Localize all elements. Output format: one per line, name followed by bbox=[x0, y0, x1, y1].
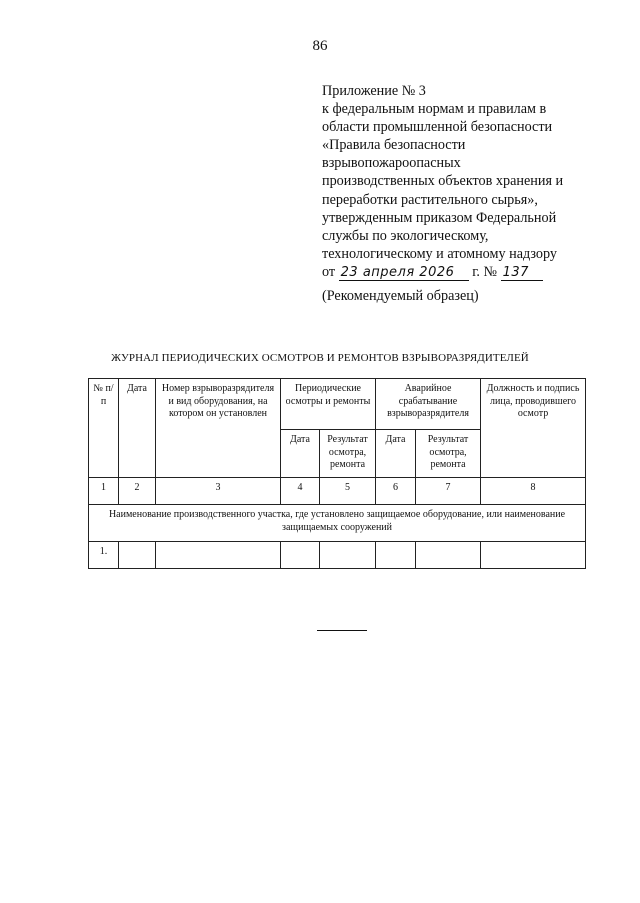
appendix-line: к федеральным нормам и правилам в bbox=[322, 101, 547, 118]
journal-title: ЖУРНАЛ ПЕРИОДИЧЕСКИХ ОСМОТРОВ И РЕМОНТОВ ВЗРЫВОРАЗРЯДИТЕЛЕЙ bbox=[111, 352, 529, 364]
order-number-label: г. № bbox=[472, 263, 498, 280]
handwritten-order-number: 137 bbox=[501, 266, 543, 281]
header-emergency-result: Результат осмотра, ремонта bbox=[416, 430, 481, 478]
appendix-line: производственных объектов хранения и bbox=[322, 173, 564, 190]
header-position: Должность и подпись лица, проводившего осмотр bbox=[481, 379, 586, 478]
table-cell bbox=[481, 542, 586, 569]
header-periodic-date: Дата bbox=[281, 430, 320, 478]
column-number: 7 bbox=[416, 478, 481, 505]
column-number: 5 bbox=[320, 478, 376, 505]
appendix-line: взрывопожароопасных bbox=[322, 155, 461, 172]
appendix-line: области промышленной безопасности bbox=[322, 119, 553, 136]
handwritten-order-date: 23 апреля 2026 bbox=[339, 266, 469, 281]
column-number: 2 bbox=[119, 478, 156, 505]
table-cell bbox=[416, 542, 481, 569]
table-cell bbox=[376, 542, 416, 569]
appendix-line: технологическому и атомному надзору bbox=[322, 245, 557, 262]
appendix-line: «Правила безопасности bbox=[322, 137, 466, 154]
appendix-line: Приложение № 3 bbox=[322, 83, 426, 99]
header-periodic: Периодические осмотры и ремонты bbox=[281, 379, 376, 430]
appendix-header bbox=[322, 82, 632, 281]
section-label: Наименование производственного участка, где установлено защищаемое оборудование, или наименование защищаемых сооружений bbox=[89, 505, 586, 542]
column-number: 3 bbox=[156, 478, 281, 505]
header-periodic-result: Результат осмотра, ремонта bbox=[320, 430, 376, 478]
recommended-sample-note: (Рекомендуемый образец) bbox=[322, 288, 479, 304]
appendix-line: переработки растительного сырья», bbox=[322, 191, 538, 208]
header-no: № п/п bbox=[89, 379, 119, 478]
column-number: 1 bbox=[89, 478, 119, 505]
header-arrester: Номер взрыворазрядителя и вид оборудования, на котором он установлен bbox=[156, 379, 281, 478]
appendix-line: утвержденным приказом Федеральной bbox=[322, 209, 557, 226]
table-cell bbox=[281, 542, 320, 569]
column-number: 4 bbox=[281, 478, 320, 505]
header-date: Дата bbox=[119, 379, 156, 478]
table-cell bbox=[119, 542, 156, 569]
table-cell bbox=[156, 542, 281, 569]
journal-table bbox=[88, 378, 586, 569]
page-number: 86 bbox=[312, 38, 328, 54]
order-prefix: от bbox=[322, 263, 336, 280]
column-number: 8 bbox=[481, 478, 586, 505]
table-cell bbox=[320, 542, 376, 569]
row-number: 1. bbox=[89, 542, 119, 569]
column-number: 6 bbox=[376, 478, 416, 505]
appendix-line: службы по экологическому, bbox=[322, 227, 489, 244]
header-emergency: Аварийное срабатывание взрыворазрядителя bbox=[376, 379, 481, 430]
order-line bbox=[322, 263, 632, 281]
header-emergency-date: Дата bbox=[376, 430, 416, 478]
footer-divider bbox=[317, 630, 367, 631]
